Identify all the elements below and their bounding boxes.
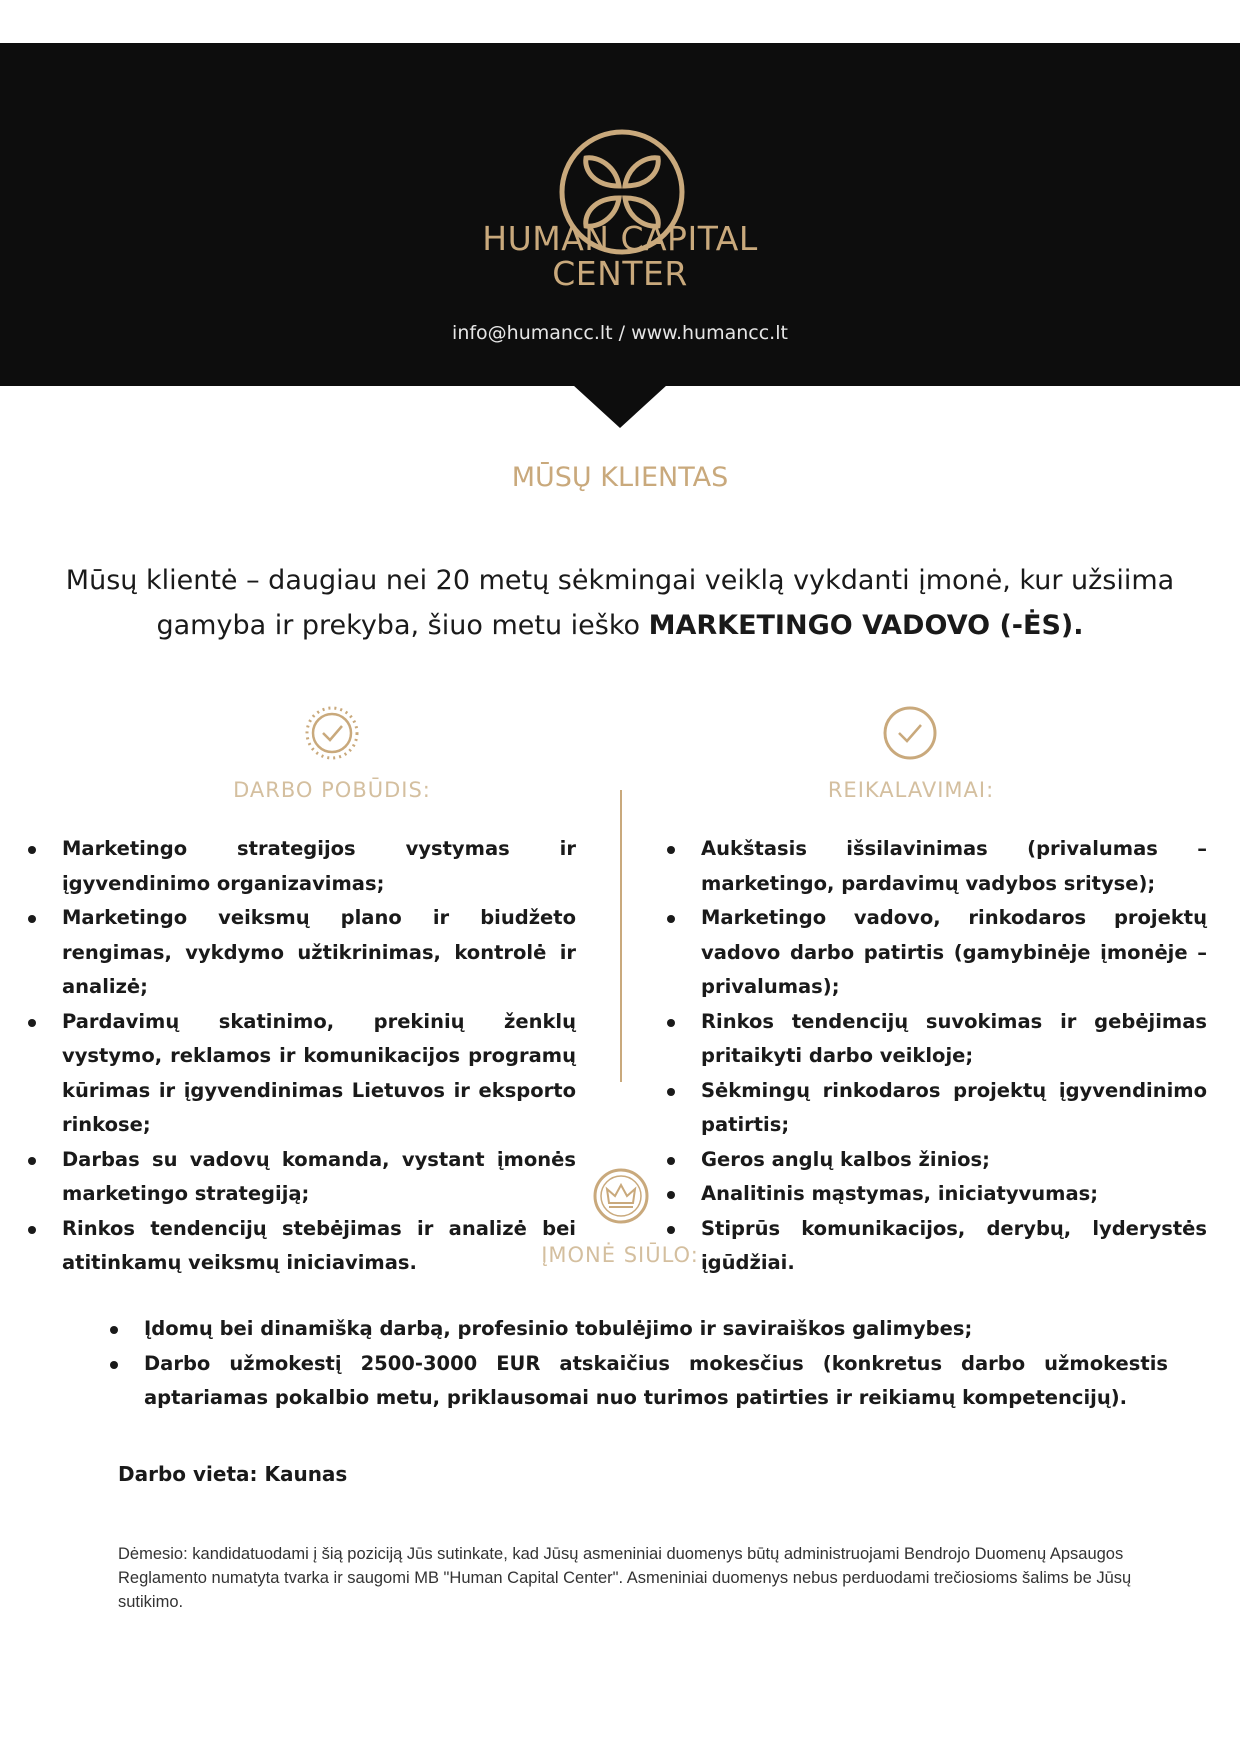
- workplace: Darbo vieta: Kaunas: [118, 1462, 348, 1486]
- position-title: MARKETINGO VADOVO (-ĖS).: [648, 610, 1084, 641]
- check-circle-icon: [304, 705, 360, 761]
- list-item: Marketingo vadovo, rinkodaros projektų vadovo darbo patirtis (gamybinėje įmonėje – privalumas);: [667, 901, 1207, 1005]
- list-item: Marketingo veiksmų plano ir biudžeto rengimas, vykdymo užtikrinimas, kontrolė ir analizė;: [28, 901, 576, 1005]
- job-nature-list: [28, 832, 576, 1281]
- intro-paragraph: [60, 558, 1180, 648]
- list-item: Geros anglų kalbos žinios;: [667, 1143, 1207, 1178]
- list-item: Darbo užmokestį 2500-3000 EUR atskaičius mokesčius (konkretus darbo užmokestis aptariamas pokalbio metu, priklausomai nuo turimos patirties ir reikiamų kompetencijų).: [110, 1347, 1168, 1416]
- header-notch: [573, 385, 667, 428]
- header-banner: [0, 43, 1240, 386]
- requirements-list: [667, 832, 1207, 1281]
- brand-name-line2: CENTER: [552, 254, 688, 293]
- list-item: Sėkmingų rinkodaros projektų įgyvendinimo patirtis;: [667, 1074, 1207, 1143]
- contact-line[interactable]: info@humancc.lt / www.humancc.lt: [452, 322, 788, 344]
- column-divider: [620, 790, 622, 1082]
- list-item: Rinkos tendencijų suvokimas ir gebėjimas pritaikyti darbo veikloje;: [667, 1005, 1207, 1074]
- disclaimer: Dėmesio: kandidatuodami į šią poziciją Jūs sutinkate, kad Jūsų asmeniniai duomenys būtų administruojami Bendrojo Duomenų Apsaugos Reglamento numatyta tvarka ir saugomi MB "Human Capital Center". Asmeniniai duomenys nebus perduodami trečiosioms šalims be Jūsų sutikimo.: [118, 1545, 1132, 1611]
- section-title: MŪSŲ KLIENTAS: [511, 462, 729, 493]
- intro-text: Mūsų klientė – daugiau nei 20 metų sėkmingai veiklą vykdanti įmonė, kur užsiima gamyba ir prekyba, šiuo metu ieško: [65, 565, 1175, 641]
- requirements-heading: REIKALAVIMAI:: [827, 778, 995, 802]
- list-item: Analitinis mąstymas, iniciatyvumas;: [667, 1177, 1207, 1212]
- list-item: Rinkos tendencijų stebėjimas ir analizė bei atitinkamų veiksmų iniciavimas.: [28, 1212, 576, 1281]
- check-circle-icon: [882, 705, 938, 761]
- crown-icon: [592, 1167, 650, 1225]
- offer-list: [110, 1312, 1168, 1416]
- list-item: Stiprūs komunikacijos, derybų, lyderystės įgūdžiai.: [667, 1212, 1207, 1281]
- job-nature-heading: DARBO POBŪDIS:: [233, 778, 431, 802]
- list-item: Įdomų bei dinamišką darbą, profesinio tobulėjimo ir saviraiškos galimybes;: [110, 1312, 1168, 1347]
- list-item: Aukštasis išsilavinimas (privalumas – marketingo, pardavimų vadybos srityse);: [667, 832, 1207, 901]
- list-item: Darbas su vadovų komanda, vystant įmonės marketingo strategiją;: [28, 1143, 576, 1212]
- offer-heading: ĮMONĖ SIŪLO:: [541, 1243, 699, 1267]
- list-item: Pardavimų skatinimo, prekinių ženklų vystymo, reklamos ir komunikacijos programų kūrimas ir įgyvendinimas Lietuvos ir eksporto rinkose;: [28, 1005, 576, 1143]
- brand-name-line1: HUMAN CAPITAL: [482, 219, 758, 258]
- list-item: Marketingo strategijos vystymas ir įgyvendinimo organizavimas;: [28, 832, 576, 901]
